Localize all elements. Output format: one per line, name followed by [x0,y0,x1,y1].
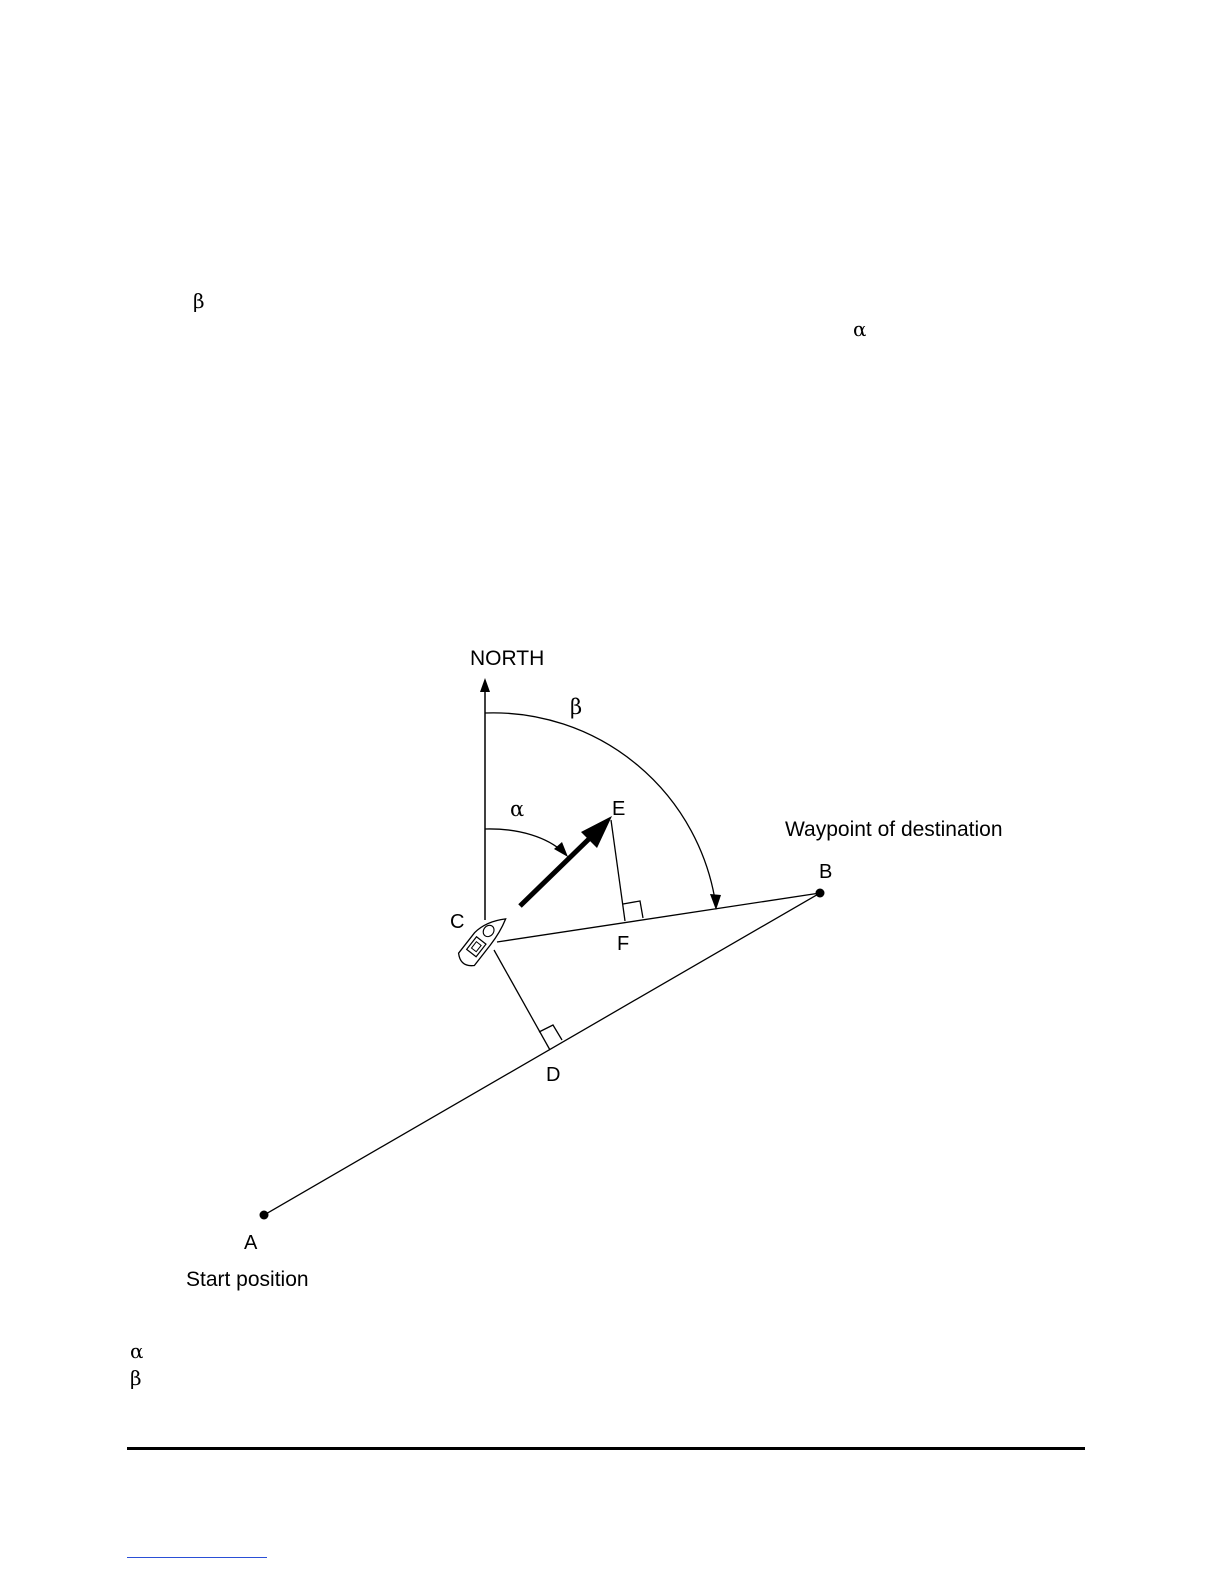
line-a-b [264,893,820,1215]
footer-link-underline[interactable] [127,1557,267,1558]
alpha-symbol-legend: α [130,1339,144,1363]
line-c-b [497,893,820,942]
point-c-label: C [450,911,465,933]
point-a-dot [260,1211,269,1220]
point-d-label: D [546,1064,561,1086]
beta-arc-arrowhead [710,894,721,910]
point-f-label: F [617,933,630,955]
line-e-f [611,820,625,921]
north-label: NORTH [470,647,545,670]
alpha-symbol-top: α [853,317,867,341]
alpha-arc-arrowhead [554,842,568,857]
north-arrowhead [480,678,490,692]
alpha-arc [485,829,563,852]
point-b-label: B [819,861,833,883]
start-caption: Start position [186,1268,309,1291]
waypoint-caption: Waypoint of destination [785,818,1003,841]
point-b-dot [816,889,825,898]
beta-angle-label: β [570,695,583,719]
point-a-label: A [244,1232,258,1254]
horizontal-rule [127,1447,1085,1450]
beta-symbol-legend: β [130,1366,142,1390]
line-c-d [494,950,550,1050]
alpha-angle-label: α [510,797,525,821]
right-angle-f [623,901,643,918]
point-e-label: E [612,798,626,820]
beta-symbol-top: β [193,289,205,313]
